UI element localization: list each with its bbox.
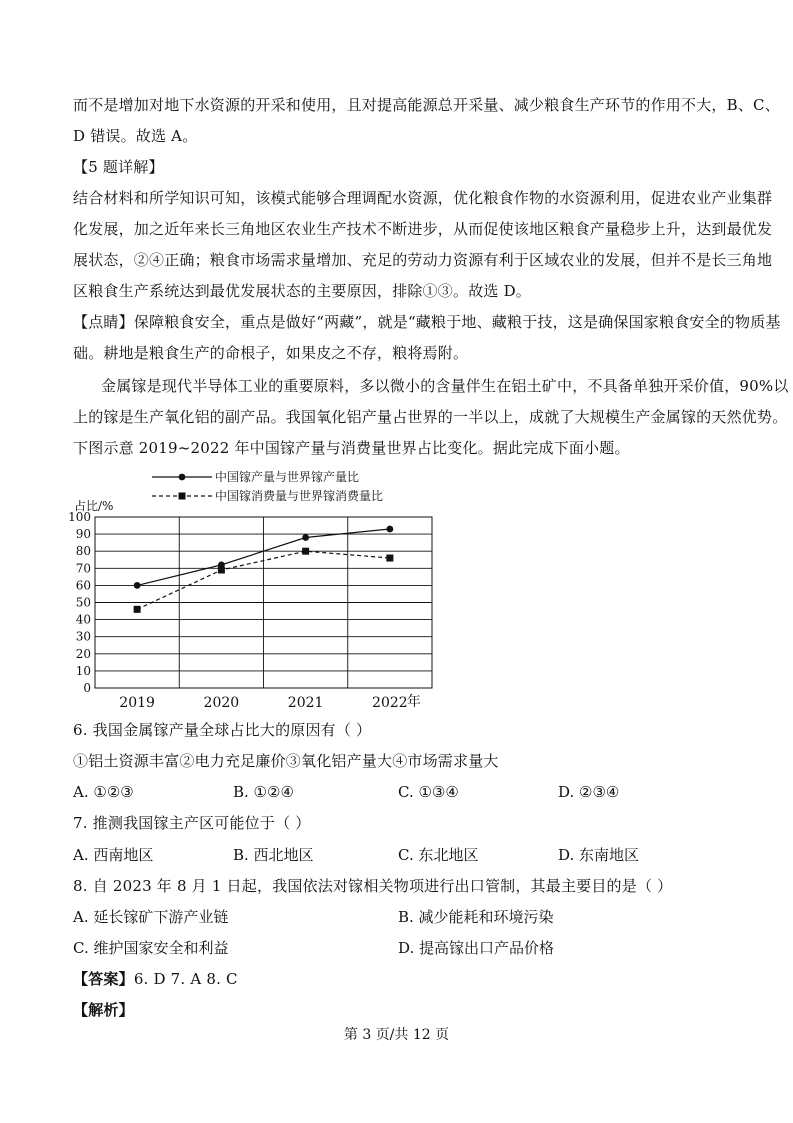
y-tick-label: 10 bbox=[75, 663, 91, 678]
gallium-share-chart bbox=[60, 466, 440, 716]
answer-label: 【答案】 bbox=[73, 970, 134, 988]
legend-label-consumption: 中国镓消费量与世界镓消费量比 bbox=[215, 489, 384, 503]
gallium-intro-line: 下图示意 2019~2022 年中国镓产量与消费量世界占比变化。据此完成下面小题。 bbox=[73, 439, 630, 457]
chart-grid bbox=[95, 517, 432, 688]
paragraph-line: 区粮食生产系统达到最优发展状态的主要原因，排除①③。故选 D。 bbox=[73, 282, 531, 300]
question-6-option-d[interactable]: D. ②③④ bbox=[558, 783, 620, 801]
question-8-option-d[interactable]: D. 提高镓出口产品价格 bbox=[398, 939, 555, 957]
question-6-stem: 6. 我国金属镓产量全球占比大的原因有（ ） bbox=[73, 721, 372, 739]
paragraph-line: 展状态，②④正确；粮食市场需求量增加、充足的劳动力资源有利于区域农业的发展，但并不是长三角地 bbox=[73, 251, 773, 269]
question-7-option-c[interactable]: C. 东北地区 bbox=[398, 846, 479, 864]
x-tick-label: 2021 bbox=[287, 695, 324, 711]
analysis-label: 【解析】 bbox=[73, 1001, 134, 1019]
question-7-option-b[interactable]: B. 西北地区 bbox=[233, 846, 314, 864]
data-point-production bbox=[386, 526, 393, 533]
question-6-statements: ①铝土资源丰富②电力充足廉价③氧化铝产量大④市场需求量大 bbox=[73, 752, 499, 770]
answer-line bbox=[73, 969, 238, 989]
y-tick-label: 80 bbox=[75, 544, 91, 559]
question-6-option-c[interactable]: C. ①③④ bbox=[398, 783, 459, 801]
y-tick-label: 30 bbox=[75, 629, 91, 644]
y-tick-label: 90 bbox=[75, 527, 91, 542]
question-7-stem: 7. 推测我国镓主产区可能位于（ ） bbox=[73, 814, 311, 832]
data-point-consumption bbox=[218, 567, 225, 574]
data-point-consumption bbox=[134, 606, 141, 613]
gallium-intro-line: 金属镓是现代半导体工业的重要原料，多以微小的含量伴生在铝土矿中，不具备单独开采价值，90%以 bbox=[101, 377, 789, 395]
paragraph-line: D 错误。故选 A。 bbox=[73, 127, 198, 145]
data-point-production bbox=[302, 534, 309, 541]
legend-marker-consumption bbox=[179, 493, 186, 500]
y-axis-label: 占比/% bbox=[74, 499, 114, 513]
page-footer: 第 3 页/共 12 页 bbox=[343, 1027, 450, 1043]
question-6-option-a[interactable]: A. ①②③ bbox=[73, 783, 134, 801]
answer-value: 6. D 7. A 8. C bbox=[133, 970, 238, 988]
legend-marker-production bbox=[179, 474, 186, 481]
chart-legend bbox=[152, 469, 383, 503]
data-point-production bbox=[134, 582, 141, 589]
data-point-consumption bbox=[386, 555, 393, 562]
question-8-stem: 8. 自 2023 年 8 月 1 日起，我国依法对镓相关物项进行出口管制，其最主要目的是（ ） bbox=[73, 877, 673, 895]
tip-line: 【点睛】保障粮食安全，重点是做好“两藏”，就是“藏粮于地、藏粮于技，这是确保国家粮食安全的物质基 bbox=[73, 313, 781, 331]
paragraph-line: 结合材料和所学知识可知，该模式能够合理调配水资源，优化粮食作物的水资源利用，促进农业产业集群 bbox=[73, 189, 773, 207]
question-8-option-c[interactable]: C. 维护国家安全和利益 bbox=[73, 939, 229, 957]
question-8-option-b[interactable]: B. 减少能耗和环境污染 bbox=[398, 908, 554, 926]
x-tick-label: 2019 bbox=[119, 695, 155, 711]
tip-line: 础。耕地是粮食生产的命根子，如果皮之不存，粮将焉附。 bbox=[73, 344, 469, 362]
question-8-option-a[interactable]: A. 延长镓矿下游产业链 bbox=[73, 908, 229, 926]
question-7-option-a[interactable]: A. 西南地区 bbox=[73, 846, 154, 864]
y-tick-label: 60 bbox=[75, 578, 91, 593]
gallium-intro-line: 上的镓是生产氧化铝的副产品。我国氧化铝产量占世界的一半以上，成就了大规模生产金属镓的天然优势。 bbox=[73, 408, 788, 426]
legend-label-production: 中国镓产量与世界镓产量比 bbox=[215, 470, 360, 484]
data-point-consumption bbox=[302, 548, 309, 555]
x-tick-labels bbox=[119, 693, 421, 711]
y-tick-labels bbox=[68, 510, 91, 695]
y-tick-label: 70 bbox=[75, 561, 91, 576]
question-7-option-d[interactable]: D. 东南地区 bbox=[558, 846, 640, 864]
x-tick-label: 2022 bbox=[372, 695, 408, 711]
question-6-option-b[interactable]: B. ①②④ bbox=[233, 783, 294, 801]
x-tick-label: 2020 bbox=[203, 695, 240, 711]
y-tick-label: 20 bbox=[75, 646, 91, 661]
y-tick-label: 0 bbox=[83, 681, 91, 695]
y-tick-label: 40 bbox=[75, 612, 91, 627]
y-tick-label: 50 bbox=[75, 595, 91, 610]
paragraph-line: 而不是增加对地下水资源的开采和使用，且对提高能源总开采量、减少粮食生产环节的作用不大，B、C、 bbox=[73, 96, 780, 114]
y-tick-label: 100 bbox=[68, 510, 91, 524]
x-axis-unit: 年 bbox=[406, 694, 421, 710]
question-5-heading: 【5 题详解】 bbox=[73, 158, 164, 176]
paragraph-line: 化发展，加之近年来长三角地区农业生产技术不断进步，从而促使该地区粮食产量稳步上升，达到最优发 bbox=[73, 220, 773, 238]
